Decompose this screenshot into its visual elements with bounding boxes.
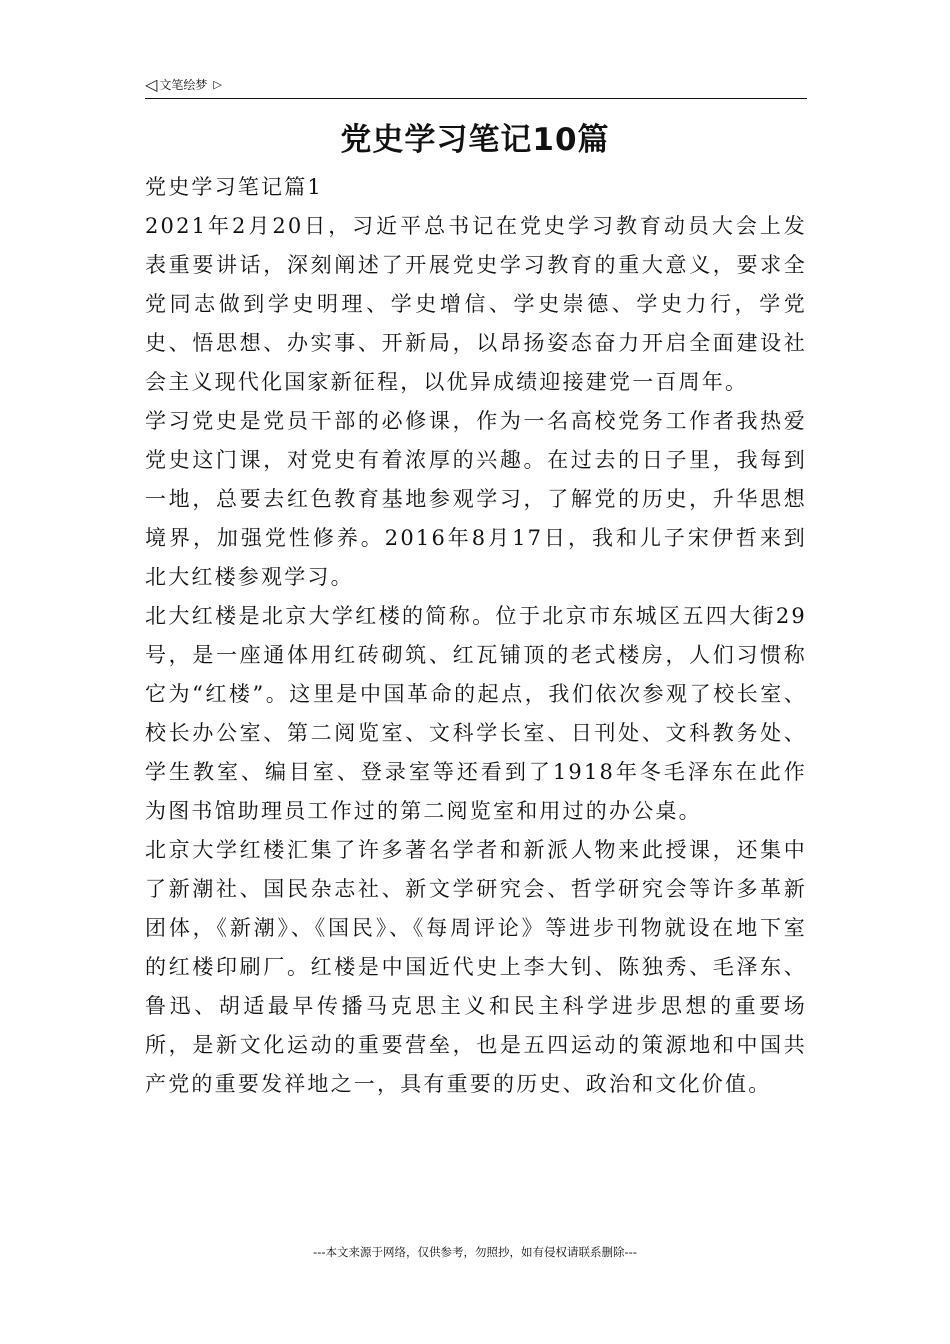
triangle-left-icon: ◁ (145, 75, 158, 94)
section-subtitle: 党史学习笔记篇1 (145, 175, 323, 199)
header-brand: 文笔绘梦 (159, 78, 208, 92)
document-title: 党史学习笔记10篇 (340, 122, 610, 158)
footer-notice: ---本文来源于网络，仅供参考，勿照抄，如有侵权请联系删除--- (313, 1245, 637, 1259)
document-body (145, 168, 807, 1104)
triangle-right-icon: ▷ (213, 78, 222, 91)
paragraph-4: 北京大学红楼汇集了许多著名学者和新派人物来此授课，还集中了新潮社、国民杂志社、新文学研究会、哲学研究会等许多革新团体，《新潮》、《国民》、《每周评论》等进步刊物就设在地下室的红楼印刷厂。红楼是中国近代史上李大钊、陈独秀、毛泽东、鲁迅、胡适最早传播马克思主义和民主科学进步思想的重要场所，是新文化运动的重要营垒，也是五四运动的策源地和中国共产党的重要发祥地之一，具有重要的历史、政治和文化价值。 (145, 838, 807, 1096)
paragraph-1: 2021年2月20日，习近平总书记在党史学习教育动员大会上发表重要讲话，深刻阐述了开展党史学习教育的重大意义，要求全党同志做到学史明理、学史增信、学史崇德、学史力行，学党史、悟思想、办实事、开新局，以昂扬姿态奋力开启全面建设社会主义现代化国家新征程，以优异成绩迎接建党一百周年。 (145, 214, 807, 394)
paragraph-2: 学习党史是党员干部的必修课，作为一名高校党务工作者我热爱党史这门课，对党史有着浓厚的兴趣。在过去的日子里，我每到一地，总要去红色教育基地参观学习，了解党的历史，升华思想境界，加强党性修养。2016年8月17日，我和儿子宋伊哲来到北大红楼参观学习。 (145, 409, 807, 589)
paragraph-3: 北大红楼是北京大学红楼的简称。位于北京市东城区五四大街29号，是一座通体用红砖砌筑、红瓦铺顶的老式楼房，人们习惯称它为“红楼”。这里是中国革命的起点，我们依次参观了校长室、校长办公室、第二阅览室、文科学长室、日刊处、文科教务处、学生教室、编目室、登录室等还看到了1918年冬毛泽东在此作为图书馆助理员工作过的第二阅览室和用过的办公桌。 (145, 604, 807, 823)
page-header (145, 72, 807, 99)
